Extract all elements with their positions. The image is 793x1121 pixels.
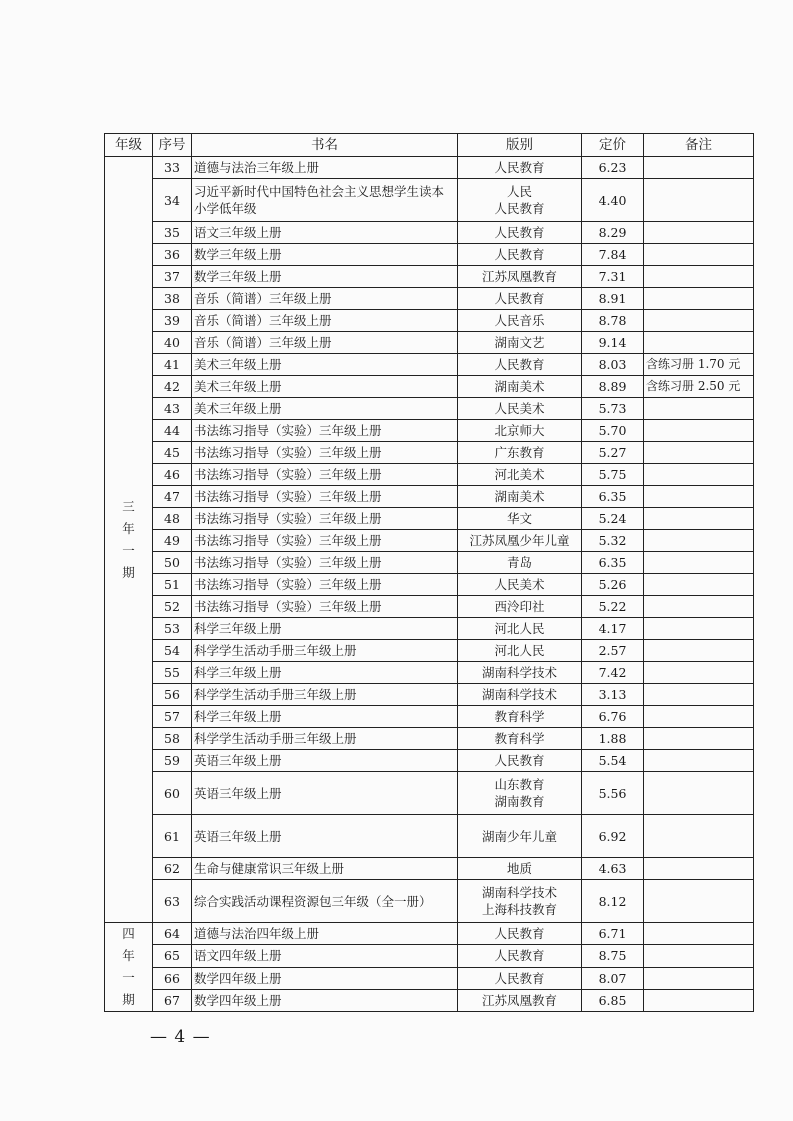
note-cell [644,596,754,618]
price-cell: 5.27 [582,442,644,464]
book-name-cell: 英语三年级上册 [192,750,458,772]
price-cell: 4.40 [582,179,644,222]
publisher-cell: 河北人民 [458,640,582,662]
book-name-cell: 书法练习指导（实验）三年级上册 [192,530,458,552]
price-cell: 7.31 [582,266,644,288]
table-row [105,288,754,310]
seq-cell: 56 [153,684,192,706]
grade-char: 三 [122,498,135,514]
note-cell [644,750,754,772]
publisher-cell: 湖南少年儿童 [458,815,582,858]
publisher-cell: 人民美术 [458,574,582,596]
note-cell [644,332,754,354]
seq-cell: 45 [153,442,192,464]
publisher-cell: 地质 [458,858,582,880]
seq-cell: 63 [153,880,192,923]
price-cell: 5.32 [582,530,644,552]
price-cell: 6.71 [582,923,644,945]
table-row [105,222,754,244]
table-row [105,157,754,179]
price-cell: 8.07 [582,967,644,989]
table-row [105,858,754,880]
note-cell [644,486,754,508]
table-row [105,310,754,332]
price-cell: 6.76 [582,706,644,728]
note-cell [644,706,754,728]
publisher-cell: 山东教育 湖南教育 [458,772,582,815]
publisher-cell: 湖南美术 [458,486,582,508]
seq-cell: 42 [153,376,192,398]
table-row [105,354,754,376]
note-cell [644,945,754,967]
book-name-cell: 书法练习指导（实验）三年级上册 [192,508,458,530]
publisher-cell: 河北美术 [458,464,582,486]
note-cell [644,967,754,989]
grade-char: 年 [122,520,135,536]
header-note: 备注 [644,134,754,157]
price-cell: 4.63 [582,858,644,880]
textbook-price-table [104,133,754,1012]
price-cell: 2.57 [582,640,644,662]
publisher-cell: 人民美术 [458,398,582,420]
book-name-cell: 书法练习指导（实验）三年级上册 [192,464,458,486]
seq-cell: 33 [153,157,192,179]
header-seq: 序号 [153,134,192,157]
publisher-cell: 人民教育 [458,354,582,376]
table-row [105,945,754,967]
price-cell: 6.35 [582,486,644,508]
note-cell [644,552,754,574]
seq-cell: 39 [153,310,192,332]
table-row [105,967,754,989]
note-cell [644,288,754,310]
seq-cell: 35 [153,222,192,244]
table-row [105,376,754,398]
note-cell [644,772,754,815]
seq-cell: 44 [153,420,192,442]
book-name-cell: 语文三年级上册 [192,222,458,244]
table-row [105,728,754,750]
seq-cell: 62 [153,858,192,880]
publisher-cell: 河北人民 [458,618,582,640]
note-cell [644,244,754,266]
grade-char: 期 [122,564,135,580]
grade-char: 期 [122,992,135,1007]
publisher-cell: 人民教育 [458,923,582,945]
price-cell: 5.73 [582,398,644,420]
seq-cell: 64 [153,923,192,945]
price-cell: 6.92 [582,815,644,858]
note-cell [644,420,754,442]
table-row [105,398,754,420]
note-cell [644,157,754,179]
grade-char: 四 [122,926,135,941]
book-name-cell: 书法练习指导（实验）三年级上册 [192,486,458,508]
seq-cell: 38 [153,288,192,310]
publisher-cell: 华文 [458,508,582,530]
book-name-cell: 科学三年级上册 [192,706,458,728]
table-row [105,552,754,574]
book-name-cell: 书法练习指导（实验）三年级上册 [192,596,458,618]
book-name-cell: 道德与法治三年级上册 [192,157,458,179]
table-row [105,989,754,1011]
header-grade: 年级 [105,134,153,157]
seq-cell: 43 [153,398,192,420]
publisher-cell: 广东教育 [458,442,582,464]
seq-cell: 51 [153,574,192,596]
book-name-cell: 科学学生活动手册三年级上册 [192,640,458,662]
table-row [105,179,754,222]
book-name-cell: 科学学生活动手册三年级上册 [192,728,458,750]
seq-cell: 67 [153,989,192,1011]
seq-cell: 41 [153,354,192,376]
seq-cell: 52 [153,596,192,618]
book-name-cell: 科学三年级上册 [192,662,458,684]
seq-cell: 49 [153,530,192,552]
header-price: 定价 [582,134,644,157]
price-cell: 5.22 [582,596,644,618]
price-cell: 5.26 [582,574,644,596]
note-cell [644,179,754,222]
price-cell: 8.03 [582,354,644,376]
table-row [105,486,754,508]
publisher-cell: 人民教育 [458,750,582,772]
note-cell [644,310,754,332]
publisher-cell: 人民教育 [458,157,582,179]
note-cell: 含练习册 1.70 元 [644,354,754,376]
note-cell [644,266,754,288]
publisher-cell: 湖南科学技术 上海科技教育 [458,880,582,923]
book-name-cell: 美术三年级上册 [192,398,458,420]
price-cell: 8.91 [582,288,644,310]
note-cell [644,574,754,596]
note-cell [644,464,754,486]
table-row [105,750,754,772]
note-cell [644,728,754,750]
grade-char: 一 [122,970,135,985]
book-name-cell: 英语三年级上册 [192,815,458,858]
table-row [105,880,754,923]
seq-cell: 36 [153,244,192,266]
publisher-cell: 教育科学 [458,728,582,750]
table-row [105,662,754,684]
note-cell [644,618,754,640]
publisher-cell: 人民教育 [458,244,582,266]
seq-cell: 60 [153,772,192,815]
note-cell [644,398,754,420]
price-cell: 6.23 [582,157,644,179]
note-cell [644,222,754,244]
publisher-cell: 人民教育 [458,967,582,989]
publisher-cell: 人民教育 [458,288,582,310]
table-row [105,530,754,552]
table-row [105,618,754,640]
publisher-cell: 湖南文艺 [458,332,582,354]
seq-cell: 40 [153,332,192,354]
grade-cell [105,157,153,923]
note-cell [644,880,754,923]
price-cell: 7.42 [582,662,644,684]
seq-cell: 65 [153,945,192,967]
book-name-cell: 书法练习指导（实验）三年级上册 [192,442,458,464]
book-name-cell: 书法练习指导（实验）三年级上册 [192,420,458,442]
seq-cell: 59 [153,750,192,772]
book-name-cell: 科学学生活动手册三年级上册 [192,684,458,706]
note-cell: 含练习册 2.50 元 [644,376,754,398]
price-cell: 8.12 [582,880,644,923]
price-cell: 8.78 [582,310,644,332]
note-cell [644,662,754,684]
book-name-cell: 科学三年级上册 [192,618,458,640]
table-row [105,332,754,354]
book-name-cell: 音乐（简谱）三年级上册 [192,288,458,310]
publisher-cell: 北京师大 [458,420,582,442]
publisher-cell: 江苏凤凰少年儿童 [458,530,582,552]
book-name-cell: 美术三年级上册 [192,376,458,398]
seq-cell: 58 [153,728,192,750]
page-number: — 4 — [150,1027,211,1047]
grade-char: 一 [122,542,135,558]
price-cell: 5.54 [582,750,644,772]
note-cell [644,858,754,880]
book-name-cell: 音乐（简谱）三年级上册 [192,332,458,354]
publisher-cell: 人民 人民教育 [458,179,582,222]
note-cell [644,815,754,858]
table-row [105,244,754,266]
note-cell [644,530,754,552]
publisher-cell: 人民教育 [458,222,582,244]
publisher-cell: 江苏凤凰教育 [458,266,582,288]
price-cell: 5.56 [582,772,644,815]
grade-char: 年 [122,948,135,963]
header-publisher: 版别 [458,134,582,157]
publisher-cell: 湖南美术 [458,376,582,398]
price-cell: 6.85 [582,989,644,1011]
seq-cell: 57 [153,706,192,728]
book-name-cell: 英语三年级上册 [192,772,458,815]
table-row [105,464,754,486]
table-row [105,508,754,530]
publisher-cell: 青岛 [458,552,582,574]
book-name-cell: 数学三年级上册 [192,266,458,288]
book-name-cell: 数学四年级上册 [192,989,458,1011]
seq-cell: 37 [153,266,192,288]
price-cell: 5.24 [582,508,644,530]
table-row [105,706,754,728]
book-name-cell: 综合实践活动课程资源包三年级（全一册） [192,880,458,923]
price-cell: 8.29 [582,222,644,244]
header-book-name: 书名 [192,134,458,157]
publisher-cell: 湖南科学技术 [458,684,582,706]
note-cell [644,684,754,706]
note-cell [644,989,754,1011]
price-cell: 5.70 [582,420,644,442]
book-name-cell: 数学三年级上册 [192,244,458,266]
book-name-cell: 习近平新时代中国特色社会主义思想学生读本 小学低年级 [192,179,458,222]
price-cell: 4.17 [582,618,644,640]
note-cell [644,442,754,464]
seq-cell: 34 [153,179,192,222]
price-cell: 9.14 [582,332,644,354]
grade-cell [105,923,153,1012]
table-body [105,157,754,1012]
note-cell [644,508,754,530]
seq-cell: 66 [153,967,192,989]
price-cell: 7.84 [582,244,644,266]
table-row [105,923,754,945]
table-row [105,772,754,815]
book-name-cell: 书法练习指导（实验）三年级上册 [192,574,458,596]
book-name-cell: 音乐（简谱）三年级上册 [192,310,458,332]
table-row [105,596,754,618]
book-name-cell: 道德与法治四年级上册 [192,923,458,945]
publisher-cell: 江苏凤凰教育 [458,989,582,1011]
publisher-cell: 教育科学 [458,706,582,728]
table-row [105,640,754,662]
price-cell: 5.75 [582,464,644,486]
seq-cell: 53 [153,618,192,640]
seq-cell: 46 [153,464,192,486]
book-name-cell: 数学四年级上册 [192,967,458,989]
publisher-cell: 西泠印社 [458,596,582,618]
table-row [105,266,754,288]
publisher-cell: 人民教育 [458,945,582,967]
publisher-cell: 人民音乐 [458,310,582,332]
publisher-cell: 湖南科学技术 [458,662,582,684]
table-row [105,684,754,706]
note-cell [644,923,754,945]
book-name-cell: 生命与健康常识三年级上册 [192,858,458,880]
seq-cell: 55 [153,662,192,684]
book-name-cell: 书法练习指导（实验）三年级上册 [192,552,458,574]
seq-cell: 48 [153,508,192,530]
seq-cell: 47 [153,486,192,508]
table-row [105,420,754,442]
price-cell: 8.75 [582,945,644,967]
price-cell: 3.13 [582,684,644,706]
seq-cell: 50 [153,552,192,574]
book-name-cell: 美术三年级上册 [192,354,458,376]
seq-cell: 61 [153,815,192,858]
book-name-cell: 语文四年级上册 [192,945,458,967]
table-row [105,442,754,464]
table-row [105,574,754,596]
seq-cell: 54 [153,640,192,662]
price-cell: 8.89 [582,376,644,398]
price-cell: 1.88 [582,728,644,750]
table-row [105,815,754,858]
price-cell: 6.35 [582,552,644,574]
table-header-row [105,134,754,157]
note-cell [644,640,754,662]
